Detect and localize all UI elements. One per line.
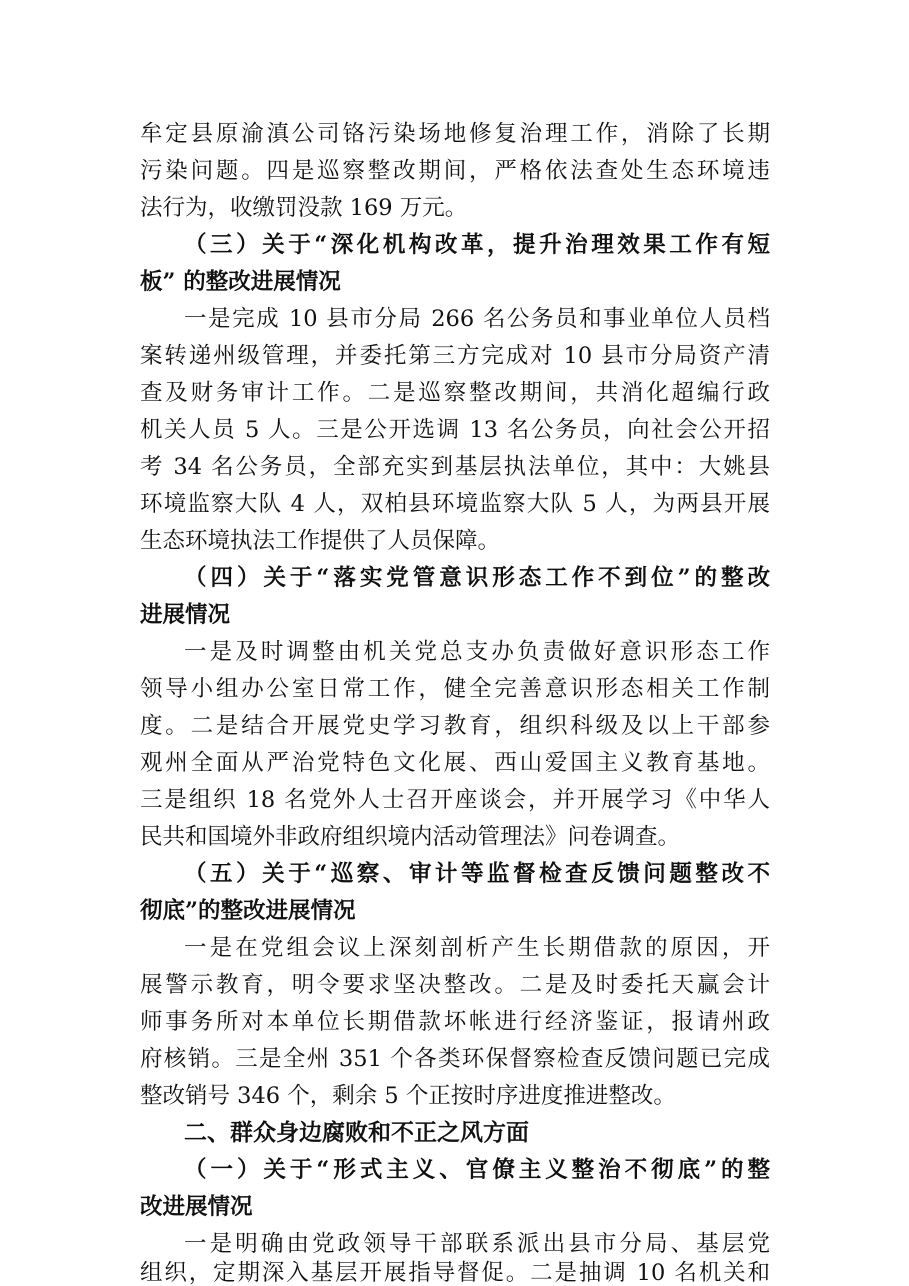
section-heading-3: （三）关于“深化机构改革，提升治理效果工作有短 bbox=[184, 232, 770, 258]
paragraph-line: 整改销号 346 个，剩余 5 个正按时序进度推进整改。 bbox=[140, 1083, 676, 1109]
paragraph-line: 观州全面从严治党特色文化展、西山爱国主义教育基地。 bbox=[140, 750, 770, 776]
paragraph-line: 组织，定期深入基层开展指导督促。二是抽调 10 名机关和 bbox=[140, 1260, 770, 1286]
section-heading-2-1: （一）关于“形式主义、官僚主义整治不彻底”的整 bbox=[184, 1157, 770, 1183]
paragraph-line: 展警示教育，明令要求坚决整改。二是及时委托天赢会计 bbox=[140, 972, 770, 998]
paragraph-line: 法行为，收缴罚没款 169 万元。 bbox=[140, 195, 468, 221]
paragraph-line: 一是明确由党政领导干部联系派出县市分局、基层党 bbox=[184, 1231, 770, 1257]
section-heading-2-1-cont: 改进展情况 bbox=[140, 1194, 253, 1220]
paragraph-line: 环境监察大队 4 人，双柏县环境监察大队 5 人，为两县开展 bbox=[140, 491, 770, 517]
paragraph-line: 府核销。三是全州 351 个各类环保督察检查反馈问题已完成 bbox=[140, 1046, 770, 1072]
paragraph-line: 民共和国境外非政府组织境内活动管理法》问卷调查。 bbox=[140, 824, 681, 850]
paragraph-line: 度。二是结合开展党史学习教育，组织科级及以上干部参 bbox=[140, 713, 770, 739]
section-heading-2: 二、群众身边腐败和不正之风方面 bbox=[184, 1120, 529, 1146]
section-heading-4: （四）关于“落实党管意识形态工作不到位”的整改 bbox=[184, 565, 770, 591]
paragraph-line: 考 34 名公务员，全部充实到基层执法单位，其中：大姚县 bbox=[140, 454, 770, 480]
paragraph-line: 一是完成 10 县市分局 266 名公务员和事业单位人员档 bbox=[184, 306, 770, 332]
paragraph-line: 生态环境执法工作提供了人员保障。 bbox=[140, 528, 501, 554]
section-heading-5: （五）关于“巡察、审计等监督检查反馈问题整改不 bbox=[184, 861, 770, 887]
paragraph-line: 污染问题。四是巡察整改期间，严格依法查处生态环境违 bbox=[140, 158, 770, 184]
paragraph-line: 领导小组办公室日常工作，健全完善意识形态相关工作制 bbox=[140, 676, 770, 702]
paragraph-line: 一是在党组会议上深刻剖析产生长期借款的原因，开 bbox=[184, 935, 770, 961]
paragraph-line: 一是及时调整由机关党总支办负责做好意识形态工作 bbox=[184, 639, 770, 665]
paragraph-line: 案转递州级管理，并委托第三方完成对 10 县市分局资产清 bbox=[140, 343, 770, 369]
section-heading-5-cont: 彻底”的整改进展情况 bbox=[140, 898, 356, 924]
paragraph-line: 牟定县原渝滇公司铬污染场地修复治理工作，消除了长期 bbox=[140, 121, 770, 147]
paragraph-line: 查及财务审计工作。二是巡察整改期间，共消化超编行政 bbox=[140, 380, 770, 406]
section-heading-3-cont: 板” 的整改进展情况 bbox=[140, 269, 341, 295]
paragraph-line: 机关人员 5 人。三是公开选调 13 名公务员，向社会公开招 bbox=[140, 417, 770, 443]
paragraph-line: 三是组织 18 名党外人士召开座谈会，并开展学习《中华人 bbox=[140, 787, 770, 813]
section-heading-4-cont: 进展情况 bbox=[140, 602, 231, 628]
paragraph-line: 师事务所对本单位长期借款坏帐进行经济鉴证，报请州政 bbox=[140, 1009, 770, 1035]
